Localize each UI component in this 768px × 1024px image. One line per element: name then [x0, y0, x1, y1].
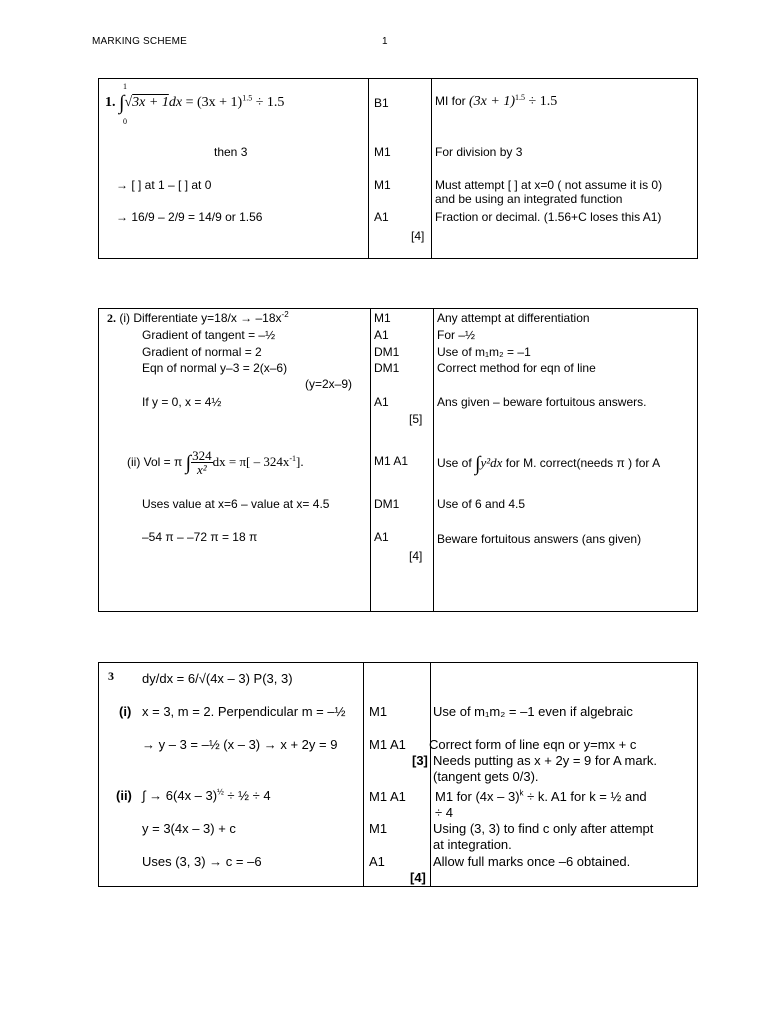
q1-mark-3: M1 [374, 178, 391, 192]
q2-line-gradient-normal: Gradient of normal = 2 [142, 345, 262, 359]
q1-integral-line [105, 92, 285, 114]
q2-comment-1: Any attempt at differentiation [437, 311, 590, 325]
q1-result-exponent: 1.5 [242, 93, 253, 103]
q2-mark-3: DM1 [374, 345, 400, 359]
q3-mark-1: M1 [369, 704, 388, 719]
q3-part-i-label: (i) [119, 704, 132, 719]
q2-mark-6: M1 A1 [374, 454, 409, 468]
q2-line-normal-simplified: (y=2x–9) [305, 377, 353, 391]
integral-lower-limit: 0 [123, 117, 127, 126]
q2-mark-8: A1 [374, 530, 389, 544]
q2-line-differentiate: 2. (i) Differentiate $y=18/x \to -18x^{-2}$ [107, 310, 289, 325]
q2-mark-4: DM1 [374, 361, 400, 375]
q2-line-gradient-tangent: Gradient of tangent = –½ [142, 328, 276, 342]
q2-line-uses-value: Uses value at x=6 – value at x= 4.5 [142, 497, 330, 511]
q1-comment-4: Fraction or decimal. (1.56+C loses this A1) [435, 210, 662, 224]
q1-mark-4: A1 [374, 210, 389, 224]
q3-line-i2: → y – 3 = –½ (x – 3) → x + 2y = 9 [142, 737, 338, 752]
q3-intro: dy/dx = 6/√(4x – 3) P(3, 3) [142, 671, 293, 686]
q2-comment-7: Use of 6 and 4.5 [437, 497, 526, 511]
q1-line-evaluate: → [ ] at 1 – [ ] at 0 [116, 178, 212, 192]
q2-total-ii: [4] [409, 549, 423, 563]
q1-line-answer: → 16/9 – 2/9 = 14/9 or 1.56 [116, 210, 263, 224]
q2-comment-4: Correct method for eqn of line [437, 361, 596, 375]
q2-comment-8: Beware fortuitous answers (ans given) [437, 532, 642, 546]
page-number: 1 [382, 36, 388, 47]
q3-line-ii3: Uses (3, 3) → c = –6 [142, 854, 262, 869]
q3-comment-3: Needs putting as x + 2y = 9 for A mark. [433, 753, 658, 768]
q1-result: = (3x + 1) [185, 95, 243, 110]
q2-line-intercept: If y = 0, x = 4½ [142, 395, 222, 409]
q3-mark-4: M1 [369, 821, 388, 836]
q3-comment-7: Using (3, 3) to find c only after attempt [433, 821, 654, 836]
q2-comment-2: For –½ [437, 328, 476, 342]
q1-integrand: 3x + 1 [132, 95, 169, 110]
q3-comment-4: (tangent gets 0/3). [433, 769, 539, 784]
q3-comment-6: ÷ 4 [435, 805, 453, 820]
document-title: MARKING SCHEME [92, 36, 188, 47]
q2-total-i: [5] [409, 412, 423, 426]
question-3-number: 3 [108, 669, 114, 683]
q3-total-ii: [4] [410, 870, 426, 885]
q1-comment-3a: Must attempt [ ] at x=0 ( not assume it is 0) [435, 178, 663, 192]
q1-mark-1: B1 [374, 96, 389, 110]
q1-comment-1: MI for $(3x + 1)^{1.5} \div 1.5$ [435, 93, 558, 109]
q2-comment-3: Use of m₁m₂ = –1 [437, 345, 531, 359]
q3-comment-1: Use of m₁m₂ = –1 even if algebraic [433, 704, 633, 719]
q2-volume-fraction: $\frac{324}{\text{x²}}$ [192, 448, 212, 478]
question-1-number: 1. [105, 95, 116, 110]
q2-line-normal-eqn: Eqn of normal y–3 = 2(x–6) [142, 361, 288, 375]
q2-mark-5: A1 [374, 395, 389, 409]
q1-line-then: then 3 [214, 145, 248, 159]
question-1-table [98, 78, 698, 259]
q1-comment-2: For division by 3 [435, 145, 523, 159]
q1-dx: dx [168, 95, 183, 110]
q2-mark-7: DM1 [374, 497, 400, 511]
q1-total: [4] [411, 229, 425, 243]
integral-upper-limit: 1 [123, 82, 127, 91]
q2-line-volume-answer: –54 π – –72 π = 18 π [142, 530, 258, 544]
q3-comment-2: Correct form of line eqn or y=mx + c [429, 737, 637, 752]
q3-mark-5: A1 [369, 854, 385, 869]
q1-mark-2: M1 [374, 145, 391, 159]
question-3-table [98, 662, 698, 887]
q3-part-ii-label: (ii) [116, 788, 132, 803]
question-2-number: 2. [107, 311, 116, 325]
q3-line-ii: ∫ → 6(4x – 3)$^{\frac{1}{2}}$ ÷ ½ ÷ 4 [142, 787, 271, 803]
integral-sign: ∫ [119, 92, 125, 114]
q2-volume-line: (ii) Vol = π ∫ $\frac{324}{\text{x²}}$ dx = $\pi[ - 324x^{-1}]$. [127, 448, 304, 478]
q3-mark-3: M1 A1 [369, 789, 406, 804]
q2-mark-1: M1 [374, 311, 391, 325]
integral-sign: ∫ [475, 453, 481, 475]
q2-comment-5: Ans given – beware fortuitous answers. [437, 395, 647, 409]
q3-mark-2: M1 A1 [369, 737, 406, 752]
q2-mark-2: A1 [374, 328, 389, 342]
q2-comment-6: Use of ∫y²dx for M. correct(needs π ) for A [437, 453, 661, 475]
q3-comment-8: at integration. [433, 837, 512, 852]
q3-line-ii2: y = 3(4x – 3) + c [142, 821, 236, 836]
q3-total-i: [3] [412, 753, 428, 768]
q3-comment-5: M1 for (4x – 3)$^k$ ÷ k. A1 for k = ½ and [435, 788, 647, 804]
q1-result-div: ÷ 1.5 [252, 95, 285, 110]
q3-line-i: x = 3, m = 2. Perpendicular m = –½ [142, 704, 346, 719]
q1-comment-3b: and be using an integrated function [435, 192, 623, 206]
question-2-table [98, 308, 698, 612]
q3-comment-9: Allow full marks once –6 obtained. [433, 854, 631, 869]
integral-sign: ∫ [185, 452, 192, 474]
sqrt-sign: √ [124, 95, 133, 110]
